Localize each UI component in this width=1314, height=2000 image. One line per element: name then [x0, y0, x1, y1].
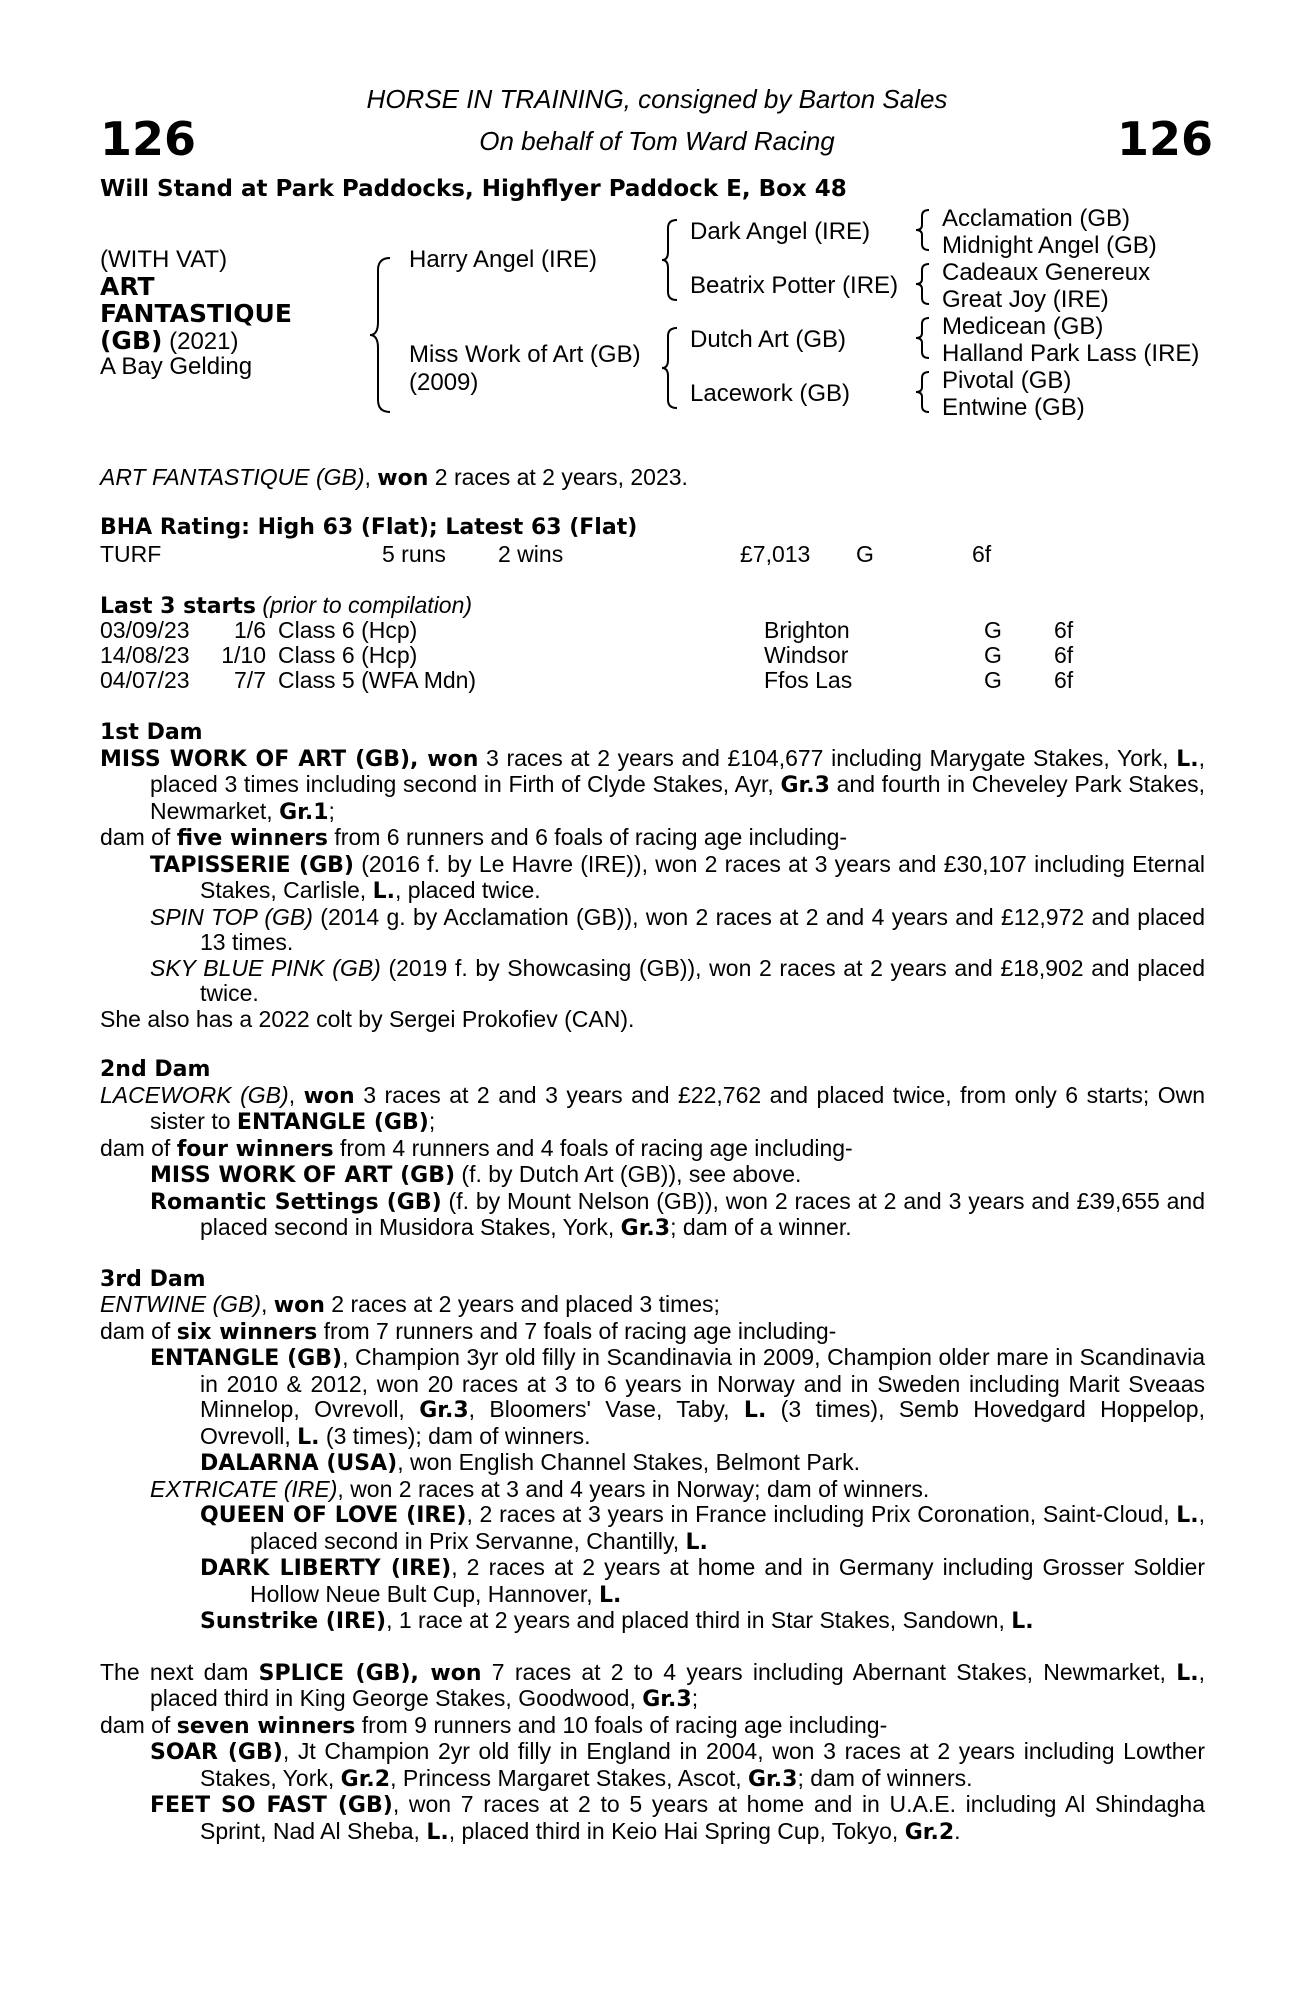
pedigree-dam-dam: Lacework (GB): [690, 380, 851, 407]
lot-number-left: 126: [100, 112, 197, 166]
pedigree-ggs-4: Great Joy (IRE): [942, 286, 1109, 313]
rating-distance: 6f: [972, 541, 992, 567]
start-row: [100, 668, 1114, 693]
horse-description: A Bay Gelding: [100, 353, 253, 380]
dam1-also-has: She also has a 2022 colt by Sergei Prokofiev (CAN).: [100, 1005, 635, 1032]
pedigree-brace-g3: [914, 316, 934, 360]
start-dist: 6f: [1054, 667, 1074, 693]
dam3-produce-queen-of-love: QUEEN OF LOVE (IRE), 2 races at 3 years in France including Prix Coronation, Saint-Cloud, L., placed second in Prix Servanne, Chantilly, L.: [200, 1501, 1205, 1555]
start-row: [100, 643, 1114, 668]
dam1-produce-sky-blue-pink: SKY BLUE PINK (GB) (2019 f. by Showcasing (GB)), won 2 races at 2 years and £18,902 and placed twice.: [150, 954, 1206, 1006]
dam2-produce-miss-work-of-art: MISS WORK OF ART (GB) (f. by Dutch Art (GB)), see above.: [150, 1161, 802, 1188]
summary-won: won: [377, 466, 429, 491]
lot-number-right: 126: [1117, 112, 1214, 166]
pedigree-ggs-1: Acclamation (GB): [942, 205, 1131, 232]
horse-country-year: [100, 326, 238, 356]
horse-year: (2021): [169, 328, 239, 355]
dam3-title: 3rd Dam: [100, 1266, 206, 1292]
behalf-line: On behalf of Tom Ward Racing: [479, 126, 835, 156]
vat-note: (WITH VAT): [100, 246, 228, 273]
dam1-race-record: MISS WORK OF ART (GB), won 3 races at 2 years and £104,677 including Marygate Stakes, York, L., placed 3 times including second in Firth of Clyde Stakes, Ayr, Gr.3 and fourth in Cheveley Park Stakes, Newmarket, Gr.1;: [100, 744, 1205, 825]
pedigree-brace-main: [368, 256, 398, 414]
pedigree-sire-sire: Dark Angel (IRE): [690, 218, 871, 245]
dam3-produce-entangle: ENTANGLE (GB), Champion 3yr old filly in Scandinavia in 2009, Champion older mare in Scandinavia in 2010 & 2012, won 20 races at 3 to 6 years in Norway and in Sweden including Marit Sveaas Minnelop, Ovrevoll, Gr.3, Bloomers' Vase, Taby, L. (3 times), Semb Hovedgard Hoppelop, Ovrevoll, L. (3 times); dam of winners.: [150, 1344, 1205, 1450]
last-starts-title: Last 3 starts: [100, 594, 257, 619]
start-course: Brighton: [764, 617, 850, 643]
dam1-title: 1st Dam: [100, 720, 203, 745]
horse-name-line1: ART: [100, 272, 155, 301]
start-dist: 6f: [1054, 642, 1074, 668]
rating-surface: TURF: [100, 541, 162, 567]
dam1-produce-summary: dam of five winners from 6 runners and 6 foals of racing age including-: [100, 824, 848, 851]
start-pos: 7/7: [234, 667, 266, 693]
next-dam-produce-feet-so-fast: FEET SO FAST (GB), won 7 races at 2 to 5 years at home and in U.A.E. including Al Shindagha Sprint, Nad Al Sheba, L., placed third in Keio Hai Spring Cup, Tokyo, Gr.2.: [150, 1791, 1205, 1845]
start-dist: 6f: [1054, 617, 1074, 643]
pedigree-sire: Harry Angel (IRE): [409, 246, 598, 273]
dam3-race-record: ENTWINE (GB), won 2 races at 2 years and placed 3 times;: [100, 1291, 720, 1318]
dam3-produce-sunstrike: Sunstrike (IRE), 1 race at 2 years and placed third in Star Stakes, Sandown, L.: [200, 1607, 1034, 1634]
pedigree-dam-sire: Dutch Art (GB): [690, 326, 847, 353]
rating-going: G: [856, 541, 874, 567]
pedigree-ggs-8: Entwine (GB): [942, 394, 1085, 421]
summary-rest: 2 races at 2 years, 2023.: [434, 464, 688, 490]
start-pos: 1/10: [221, 642, 266, 668]
rating-prize: £7,013: [740, 541, 811, 567]
race-summary: ART FANTASTIQUE (GB), won 2 races at 2 years, 2023.: [100, 464, 688, 491]
last-starts-note: (prior to compilation): [262, 592, 473, 618]
start-pos: 1/6: [234, 617, 266, 643]
rating-runs: 5 runs: [382, 541, 446, 567]
dam2-produce-romantic-settings: Romantic Settings (GB) (f. by Mount Nelson (GB)), won 2 races at 2 and 3 years and £39,655 and placed second in Musidora Stakes, York, Gr.3; dam of a winner.: [150, 1187, 1205, 1241]
pedigree-ggs-5: Medicean (GB): [942, 313, 1104, 340]
dam3-produce-extricate: EXTRICATE (IRE), won 2 races at 3 and 4 years in Norway; dam of winners.: [150, 1475, 930, 1502]
start-date: 03/09/23: [100, 617, 190, 643]
pedigree-brace-g4: [914, 370, 934, 414]
horse-name-line2: FANTASTIQUE: [100, 299, 292, 328]
start-course: Windsor: [764, 642, 849, 668]
dam3-produce-summary: dam of six winners from 7 runners and 7 foals of racing age including-: [100, 1317, 837, 1345]
pedigree-ggs-3: Cadeaux Genereux: [942, 259, 1151, 286]
next-dam-produce-soar: SOAR (GB), Jt Champion 2yr old filly in England in 2004, won 3 races at 2 years including Lowther Stakes, York, Gr.2, Princess Margaret Stakes, Ascot, Gr.3; dam of winners.: [150, 1738, 1205, 1792]
dam1-produce-spin-top: SPIN TOP (GB) (2014 g. by Acclamation (GB)), won 2 races at 2 and 4 years and £12,972 and placed 13 times.: [150, 903, 1205, 955]
dam-details: [100, 720, 1205, 1845]
last-starts-heading: [100, 592, 472, 619]
start-course: Ffos Las: [764, 667, 853, 693]
bha-rating: BHA Rating: High 63 (Flat); Latest 63 (Flat): [100, 515, 638, 540]
start-going: G: [984, 642, 1002, 668]
pedigree-ggs-6: Halland Park Lass (IRE): [942, 340, 1200, 367]
stand-location: Will Stand at Park Paddocks, Highflyer Paddock E, Box 48: [100, 176, 847, 202]
pedigree-dam-year: (2009): [409, 369, 479, 396]
pedigree-sire-dam: Beatrix Potter (IRE): [690, 272, 899, 299]
pedigree-brace-g2: [914, 262, 934, 306]
dam3-produce-dark-liberty: DARK LIBERTY (IRE), 2 races at 2 years at home and in Germany including Grosser Soldier Hollow Neue Bult Cup, Hannover, L.: [200, 1554, 1205, 1608]
summary-name: ART FANTASTIQUE (GB): [100, 464, 365, 490]
next-dam-produce-summary: dam of seven winners from 9 runners and 10 foals of racing age including-: [100, 1711, 888, 1739]
pedigree-brace-dam: [660, 326, 682, 410]
next-dam-race-record: The next dam SPLICE (GB), won 7 races at 2 to 4 years including Abernant Stakes, Newmarket, L., placed third in King George Stakes, Goodwood, Gr.3;: [100, 1658, 1206, 1712]
pedigree-brace-sire: [660, 218, 682, 302]
pedigree-dam: Miss Work of Art (GB): [409, 341, 641, 368]
start-date: 04/07/23: [100, 667, 190, 693]
pedigree-brace-g1: [914, 208, 934, 252]
dam2-produce-summary: dam of four winners from 4 runners and 4 foals of racing age including-: [100, 1134, 853, 1162]
dam1-produce-tapisserie: TAPISSERIE (GB) (2016 f. by Le Havre (IRE)), won 2 races at 3 years and £30,107 including Eternal Stakes, Carlisle, L., placed twice.: [150, 850, 1205, 904]
dam3-produce-dalarna: DALARNA (USA), won English Channel Stakes, Belmont Park.: [200, 1449, 861, 1476]
start-date: 14/08/23: [100, 642, 190, 668]
pedigree-ggs-7: Pivotal (GB): [942, 367, 1072, 394]
rating-wins: 2 wins: [498, 541, 564, 567]
start-going: G: [984, 667, 1002, 693]
pedigree-ggs-2: Midnight Angel (GB): [942, 232, 1157, 259]
horse-country: (GB): [100, 326, 163, 355]
dam2-race-record: LACEWORK (GB), won 3 races at 2 and 3 years and £22,762 and placed twice, from only 6 starts; Own sister to ENTANGLE (GB);: [100, 1081, 1206, 1135]
start-going: G: [984, 617, 1002, 643]
dam2-title: 2nd Dam: [100, 1057, 211, 1082]
last-starts-table: [100, 618, 1114, 693]
start-row: [100, 618, 1114, 643]
start-class: Class 6 (Hcp): [278, 642, 418, 668]
consignor-line: HORSE IN TRAINING, consigned by Barton Sales: [366, 84, 948, 114]
start-class: Class 6 (Hcp): [278, 617, 418, 643]
start-class: Class 5 (WFA Mdn): [278, 667, 477, 693]
